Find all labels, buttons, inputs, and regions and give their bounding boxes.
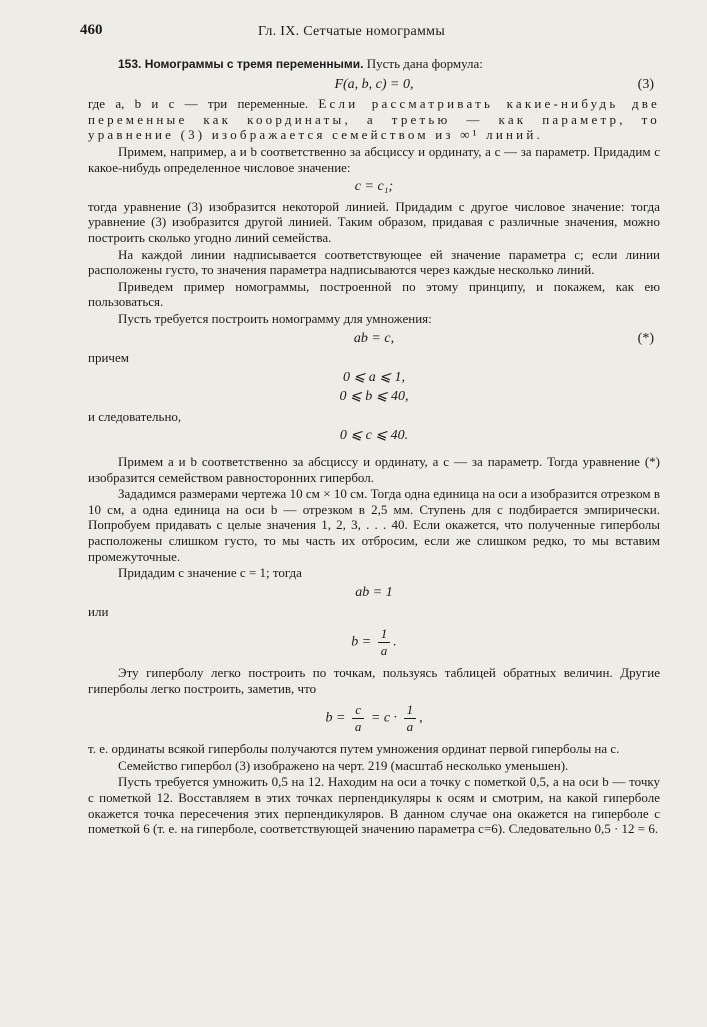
fraction-numerator: c [352, 702, 364, 719]
page-body [88, 56, 660, 838]
section-intro: Пусть дана формула: [366, 56, 483, 71]
formula-c1: c = c₁; [354, 179, 394, 195]
paragraph-example-intro: Приведем пример номограммы, построенной по этому принципу, и покажем, как ею пользоваться. [88, 278, 660, 310]
formula-star [88, 331, 660, 347]
equation-b-tail: . [393, 634, 397, 650]
paragraph-example-axes: Примем, например, a и b соответственно за абсциссу и ординату, а c — за параметр. Придадим c какое-нибудь определенное числовое значение: [88, 143, 660, 175]
label-ili: или [88, 604, 109, 620]
equation-ab-1: ab = 1 [355, 584, 393, 600]
running-title: Гл. IX. Сетчатые номограммы [258, 24, 446, 39]
fraction-numerator: 1 [404, 702, 417, 719]
paragraph-reciprocal-table: Эту гиперболу легко построить по точкам, пользуясь таблицей обратных величин. Другие гиперболы легко построить, заметив, что [88, 665, 660, 696]
fraction-c-over-a [352, 702, 365, 735]
label-prichem: причем [88, 350, 129, 366]
section-heading: 153. Номограммы с тремя переменными. [118, 57, 364, 71]
fraction-denominator: a [380, 643, 388, 658]
fraction-numerator: 1 [378, 626, 391, 643]
fraction-1-over-a [378, 626, 391, 659]
equation-b-inverse [88, 626, 660, 659]
fraction-denominator: a [354, 719, 362, 735]
range-b: 0 ⩽ b ⩽ 40, [339, 389, 409, 405]
paragraph-figure-219: Семейство гипербол (3) изображено на черт. 219 (масштаб несколько уменьшен). [118, 757, 569, 773]
formula-3 [88, 77, 660, 93]
equation-b-scaled [88, 702, 660, 735]
formula-3-expr: F(a, b, c) = 0, [334, 76, 414, 92]
section-153-opening [88, 56, 660, 73]
equation-2-mid: = c · [370, 710, 398, 726]
paragraph-variables-text: где a, b и c — три переменные. [88, 96, 309, 112]
page-number: 460 [80, 22, 103, 38]
fraction-denominator: a [406, 719, 414, 735]
paragraph-variables-spaced: Если рассматривать какие-нибудь две переменные как координаты, а третью — как параметр, то уравнение (3) изображается семейством из ∞¹ линий. [88, 96, 660, 143]
paragraph-ordinates: т. е. ординаты всякой гиперболы получаются путем умножения ординат первой гиперболы на c. [88, 741, 620, 757]
range-c: 0 ⩽ c ⩽ 40. [339, 428, 409, 444]
paragraph-variables [88, 96, 660, 143]
equation-2-lhs: b = [325, 710, 346, 726]
label-sledovatelno: и следовательно, [88, 408, 182, 424]
paragraph-family: тогда уравнение (3) изобразится некоторой линией. Придадим c другое числовое значение: тогда уравнение (3) изобразится другой линией. Таким образом, придавая c различные значения, можно построить сколько угодно линий семейства. [88, 198, 660, 245]
formula-star-number: (*) [637, 330, 654, 346]
paragraph-worked-example: Пусть требуется умножить 0,5 на 12. Находим на оси a точку с пометкой 0,5, а на оси b — точку с пометкой 12. Восставляем в этих точках перпендикуляры к осям и смотрим, на какой гиперболе окажется точка пересечения этих перпендикуляров. В данном случае она окажется на гиперболе с пометкой 6 (т. е. на гиперболе, соответствующей значению параметра c=6). Следовательно 0,5 · 12 = 6. [88, 774, 660, 837]
paragraph-labels: На каждой линии надписывается соответствующее ей значение параметра c; если линии расположены густо, то значения параметра надписываются через каждые несколько линий. [88, 246, 660, 278]
fraction-1-over-a [404, 702, 417, 735]
formula-star-expr: ab = c, [353, 330, 395, 346]
paragraph-multiplication: Пусть требуется построить номограмму для умножения: [118, 310, 432, 326]
paragraph-dimensions: Зададимся размерами чертежа 10 см × 10 см. Тогда одна единица на оси a изобразится отрезком в 10 см, а одна единица на оси b — отрезком в 2,5 мм. Ступень для c подбирается эмпирически. Попробуем придавать c целые значения 1, 2, 3, . . . 40. Если окажется, что полученные гиперболы расположены слишком густо, то мы часть их отбросим, если же слишком редко, то мы вставим промежуточные. [88, 486, 660, 564]
paragraph-c-equals-1: Придадим c значение c = 1; тогда [118, 565, 302, 581]
formula-3-number: (3) [637, 76, 654, 92]
paragraph-hyperbolas: Примем a и b соответственно за абсциссу и ординату, а c — за параметр. Тогда уравнение (*) изобразится семейством равносторонних гипербол. [88, 454, 660, 485]
equation-2-tail: , [419, 710, 423, 726]
range-a: 0 ⩽ a ⩽ 1, [343, 369, 405, 385]
equation-b-lhs: b = [351, 634, 372, 650]
